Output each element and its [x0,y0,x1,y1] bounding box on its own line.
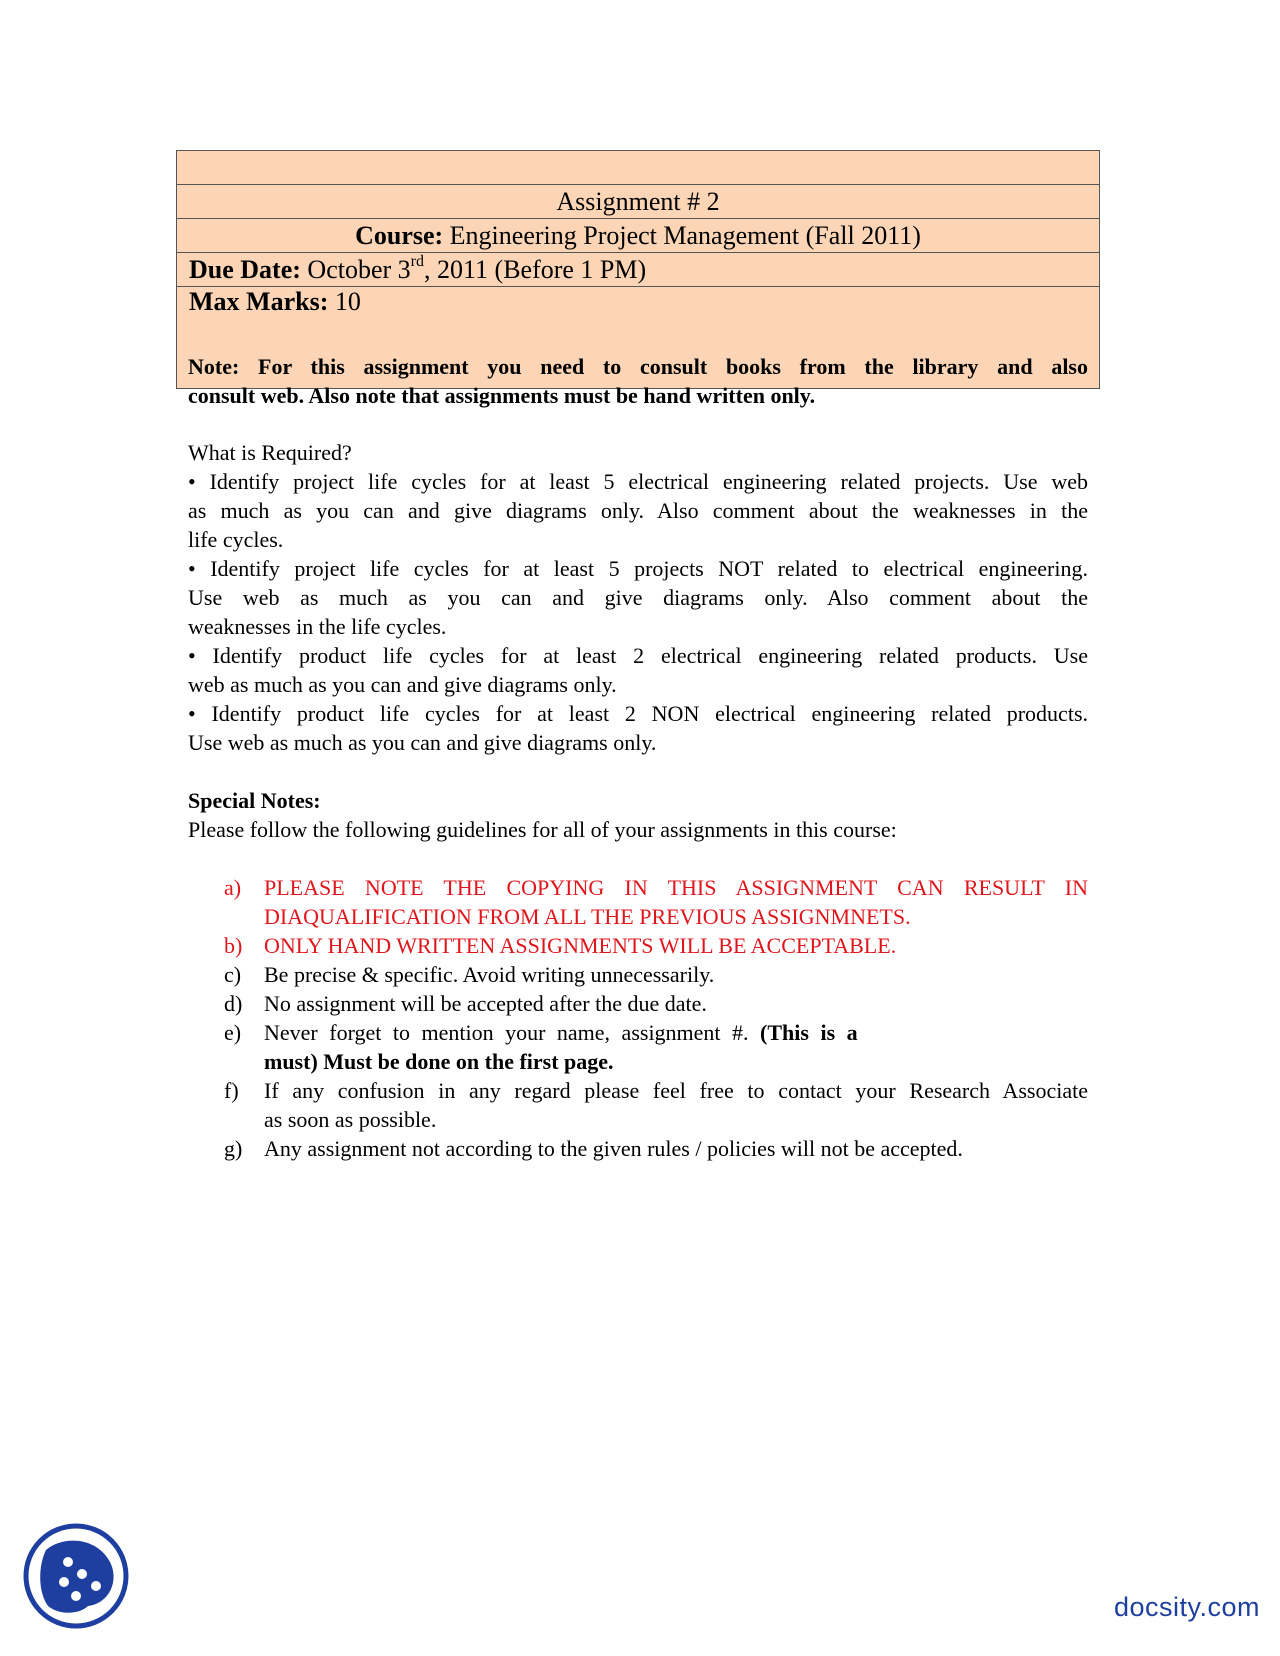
assignment-title: Assignment # 2 [556,187,720,216]
list-item-bold: must) Must be done on the first page. [264,1049,614,1074]
due-date-value-end: , 2011 (Before 1 PM) [424,255,647,284]
req-3-line-1: • Identify product life cycles for at least 2 electrical engineering related products. Use [188,643,1088,668]
list-item-line: ONLY HAND WRITTEN ASSIGNMENTS WILL BE ACCEPTABLE. [264,933,897,958]
list-item-line: No assignment will be accepted after the due date. [264,991,707,1016]
list-item [224,1018,1088,1076]
requirements-section [188,438,1088,757]
req-2-line-1: • Identify project life cycles for at least 5 projects NOT related to electrical engineering. [188,556,1088,581]
docsity-brand-link[interactable]: docsity.com [1113,1592,1260,1622]
list-item-line [264,1047,1088,1076]
header-title-row [177,185,1099,219]
req-1-line-2: as much as you can and give diagrams only. Also comment about the weaknesses in the [188,498,1088,523]
due-date-suffix: rd [410,253,424,271]
list-item [224,931,1088,960]
list-item [224,960,1088,989]
req-2-line-2: Use web as much as you can and give diagrams only. Also comment about the [188,585,1088,610]
list-item [224,989,1088,1018]
special-notes-title: Special Notes: [188,788,321,813]
due-date-value: October 3 [300,255,411,284]
req-3-line-2: web as much as you can and give diagrams only. [188,672,617,697]
list-marker: e) [224,1020,242,1045]
special-notes-intro: Please follow the following guidelines for all of your assignments in this course: [188,817,897,842]
max-marks-line [189,287,361,317]
note-line-1: Note: For this assignment you need to consult books from the library and also [188,354,1088,379]
req-1-line-3: life cycles. [188,527,284,552]
list-marker: d) [224,991,243,1016]
list-marker: f) [224,1078,239,1103]
course-value: Engineering Project Management (Fall 2011) [443,221,921,250]
req-4-line-2: Use web as much as you can and give diagrams only. [188,730,657,755]
docsity-logo-icon[interactable] [22,1522,130,1630]
list-item-text: Never forget to mention your name, assignment #. [264,1020,761,1045]
list-marker: g) [224,1136,243,1161]
list-item [224,873,1088,931]
list-marker: b) [224,933,243,958]
guidelines-list [224,873,1088,1163]
list-item [224,1076,1088,1134]
req-2-line-3: weaknesses in the life cycles. [188,614,447,639]
list-marker: a) [224,875,242,900]
list-item-line: as soon as possible. [264,1107,437,1132]
req-4-line-1: • Identify product life cycles for at least 2 NON electrical engineering related products. [188,701,1088,726]
note-line-2: consult web. Also note that assignments must be hand written only. [188,383,816,408]
list-item-line: Any assignment not according to the given rules / policies will not be accepted. [264,1136,963,1161]
list-item-line [264,1018,1088,1047]
header-empty-row [177,151,1099,185]
list-item-line: If any confusion in any regard please feel free to contact your Research Associate [264,1078,1088,1103]
requirements-heading: What is Required? [188,440,352,465]
header-course-row [177,219,1099,253]
req-1-line-1: • Identify project life cycles for at least 5 electrical engineering related projects. Use web [188,469,1088,494]
list-marker: c) [224,962,242,987]
max-marks-label: Max Marks: [189,287,329,316]
due-date-label: Due Date: [189,255,301,284]
list-item-line: Be precise & specific. Avoid writing unnecessarily. [264,962,715,987]
list-item-line: DIAQUALIFICATION FROM ALL THE PREVIOUS ASSIGNMNETS. [264,904,911,929]
list-item [224,1134,1088,1163]
course-line [177,221,1099,251]
max-marks-value: 10 [328,287,361,316]
list-item-bold: (This is a [760,1020,858,1045]
course-label: Course: [355,221,444,250]
list-item-line: PLEASE NOTE THE COPYING IN THIS ASSIGNMENT CAN RESULT IN [264,875,1088,900]
due-date-line [189,255,646,285]
assignment-note [188,352,1088,410]
header-due-row [177,253,1099,287]
